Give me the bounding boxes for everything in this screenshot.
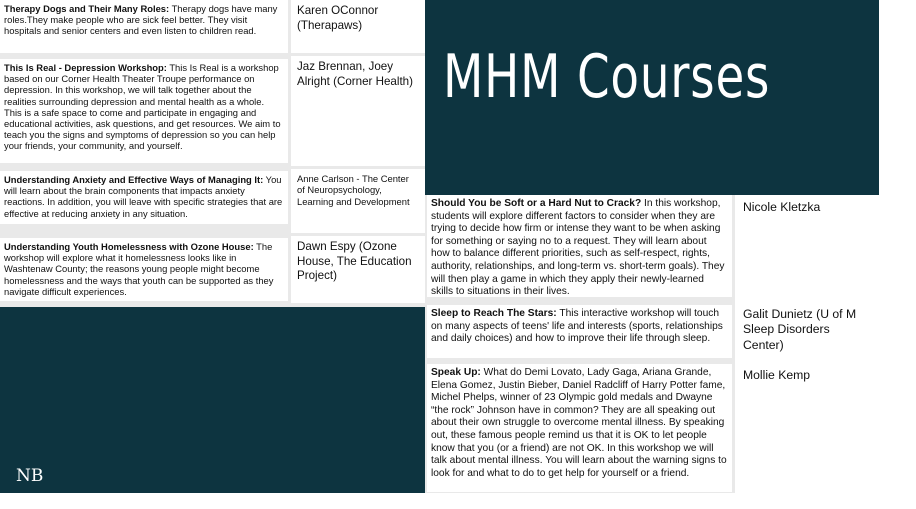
presenter-name: Nicole Kletzka — [743, 200, 821, 214]
course-description: What do Demi Lovato, Lady Gaga, Ariana Grande, Elena Gomez, Justin Bieber, Daniel Radcliff of Harry Potter fame, Michel Phelps, winner of 23 Olympic gold medals and Dwayne “the rock” Johnson have in common? They are all speaking out about their own struggle to overcome mental illness. By speaking out, these famous people remind us that it is OK to let people know that you (or a friend) are not OK. In this workshop we will talk about mental illness. You will learn about the warning signs to look for and what to do to get help for yourself or a friend. — [431, 367, 727, 479]
course-title: This Is Real - Depression Workshop: — [4, 62, 167, 73]
course-title: Should You be Soft or a Hard Nut to Crack? — [431, 198, 642, 209]
course-title: Therapy Dogs and Their Many Roles: — [4, 3, 170, 14]
course-description: This interactive workshop will touch on many aspects of teens' life and interests (sports, relationships and daily choices) and how to improve their life through sleep. — [431, 308, 723, 345]
presenter-cell — [291, 236, 425, 303]
presenter-name: Karen OConnor (Therapaws) — [297, 4, 379, 32]
presenter-name: Mollie Kemp — [743, 368, 811, 382]
presenter-cell — [291, 169, 425, 233]
course-description: You will learn about the brain components that impacts anxiety reactions. In addition, you will leave with specific strategies that are effective at reducing anxiety in any situation. — [4, 174, 283, 219]
course-title: Sleep to Reach The Stars: — [431, 308, 557, 319]
course-description-cell — [0, 238, 288, 301]
presenter-cell — [291, 56, 425, 166]
course-description-cell — [0, 59, 288, 163]
course-description: In this workshop, students will explore different factors to consider when they are trying to decide how firm or intense they want to be when asking for something or saying no to a request. They will learn about how to balance different priorities, such as self-respect, rights, authority, relationships, and long-term vs. short-term goals). They will then play a game in which they apply their newly-learned skills to situations in their lives. — [431, 198, 725, 298]
page-title: MHM Courses — [443, 42, 771, 112]
presenter-cell — [737, 302, 879, 360]
author-initials: NB — [16, 466, 44, 486]
presenter-name: Galit Dunietz (U of M Sleep Disorders Center) — [743, 307, 857, 352]
course-title: Understanding Youth Homelessness with Ozone House: — [4, 241, 254, 252]
course-description: This Is Real is a workshop based on our Corner Health Theater Troupe performance on depression. In this workshop, we will talk together about the realities surrounding depression and mental health as a whole. This is a safe space to come and participate in engaging and educational activities, ask questions, and get resources. We aim to teach you the signs and symptoms of depression so you can help your friends, your community, and yourself. — [4, 62, 281, 152]
course-description: The workshop will explore what it homelessness looks like in Washtenaw County; the reasons young people might become homelessness and the ways that youth can be supported as they navigate difficult experiences. — [4, 241, 274, 297]
course-description-cell — [427, 305, 732, 358]
course-description-cell — [0, 171, 288, 224]
course-description-cell — [427, 195, 732, 297]
presenter-name: Anne Carlson - The Center of Neuropsychology, Learning and Development — [297, 173, 410, 207]
presenter-name: Dawn Espy (Ozone House, The Education Project) — [297, 240, 412, 283]
course-description-cell — [0, 0, 288, 53]
presenter-cell — [737, 195, 879, 299]
presenter-cell — [291, 0, 425, 53]
course-description: Therapy dogs have many roles.They make people who are sick feel better. They visit hospitals and senior centers and even listen to children read. — [4, 3, 278, 37]
bottom-left-panel — [0, 307, 425, 493]
presenter-cell — [737, 363, 879, 493]
presenter-name: Jaz Brennan, Joey Alright (Corner Health) — [297, 60, 413, 88]
course-title: Understanding Anxiety and Effective Ways of Managing It: — [4, 174, 264, 185]
course-description-cell — [427, 364, 732, 492]
course-title: Speak Up: — [431, 367, 481, 378]
